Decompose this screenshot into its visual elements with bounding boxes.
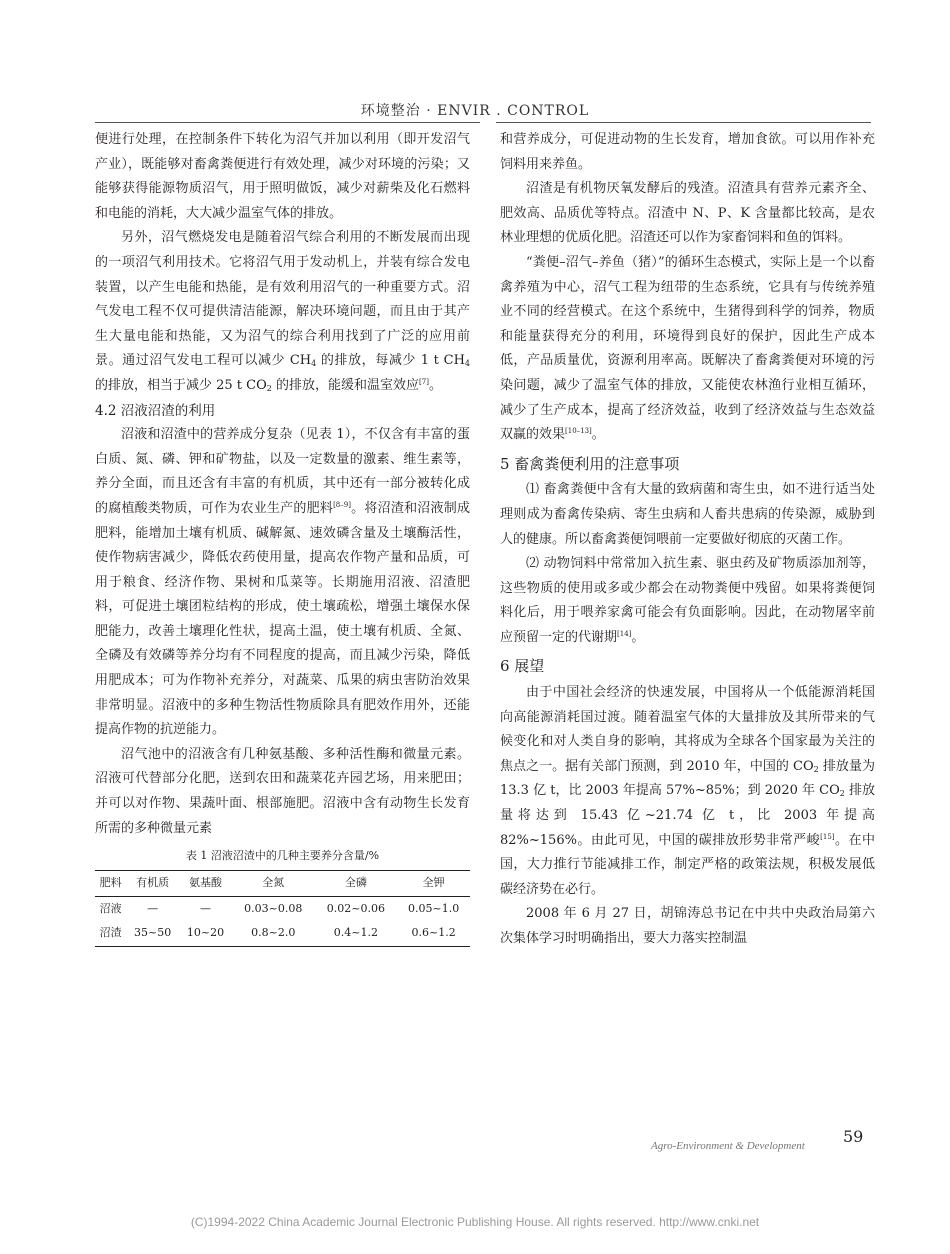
paragraph: 由于中国社会经济的快速发展，中国将从一个低能源消耗国向高能源消耗国过渡。随着温室气体的大量排放及其所带来的气候变化和对人类自身的影响，其将成为全球各个国家最为关注的焦点之一。据有关部门预测，到 2010 年，中国的 $CO_2$ 排放量为 13.3 亿 t，比 2003 年提高 57%~85%；到 2020 年 $CO_2$ 排放量将达到 15.43 亿~21.74 亿 t，比 2003 年提高 82%~156%。由此可见，中国的碳排放形势非常严峻[15]。在中国，大力推行节能减排工作，制定严格的政策法规，积极发展低碳经济势在必行。 <box>500 685 875 897</box>
table-cell: 10~20 <box>186 926 225 940</box>
paragraph: ⑴ 畜禽粪便中含有大量的致病菌和寄生虫，如不进行适当处理则成为畜禽传染病、寄生虫病和人畜共患病的传染源，威胁到人的健康。所以畜禽粪便饲喂前一定要做好彻底的灭菌工作。 <box>500 482 875 547</box>
running-header: 环境整治 · ENVIR . CONTROL <box>360 103 590 119</box>
table-cell: 35~50 <box>134 926 172 940</box>
citation-ref: [8–9] <box>333 500 351 509</box>
paragraph: 便进行处理，在控制条件下转化为沼气并加以利用（即开发沼气产业），既能够对畜禽粪便进行有效处理，减少对环境的污染；又能够获得能源物质沼气，用于照明做饭，减少对薪柴及化石燃料和电能的消耗，大大减少温室气体的排放。 <box>95 132 470 221</box>
table-cell: 0.4~1.2 <box>333 926 379 940</box>
table-cell: 0.05~1.0 <box>408 901 460 915</box>
citation-ref: [10–13] <box>565 427 592 436</box>
right-column <box>500 128 875 952</box>
table-header-cell: 氨基酸 <box>189 876 222 890</box>
paragraph: “粪便–沼气–养鱼（猪）”的循环生态模式，实际上是一个以畜禽养殖为中心，沼气工程为纽带的生态系统，它具有与传统养殖业不同的经营模式。在这个系统中，生猪得到科学的饲养，物质和能量获得充分的利用，环境得到良好的保护，因此生产成本低，产品质量优，资源利用率高。既解决了畜禽粪便对环境的污染问题，减少了温室气体的排放，又能使农林渔行业相互循环，减少了生产成本，提高了经济效益，收到了经济效益与生态效益双赢的效果[10–13]。 <box>500 254 875 443</box>
citation-ref: [15] <box>820 832 835 841</box>
paragraph: 沼渣是有机物厌氧发酵后的残渣。沼渣具有营养元素齐全、肥效高、品质优等特点。沼渣中 N、P、K 含量都比较高，是农林业理想的优质化肥。沼渣还可以作为家畜饲料和鱼的饵料。 <box>500 181 875 246</box>
table-header-cell: 全氮 <box>262 876 285 890</box>
table-caption: 表 1 沼液沼渣中的几种主要养分含量/% <box>185 849 380 863</box>
table-header-row <box>95 871 470 897</box>
section-heading-5: 5 畜禽粪便利用的注意事项 <box>500 454 680 473</box>
left-column <box>95 128 470 947</box>
table-cell: 0.03~0.08 <box>244 901 303 915</box>
citation-ref: [7] <box>419 377 429 386</box>
paragraph: 沼气池中的沼液含有几种氨基酸、多种活性酶和微量元素。沼液可代替部分化肥，送到农田和蔬菜花卉园艺场，用来肥田；并可以对作物、果蔬叶面、根部施肥。沼液中含有动物生长发育所需的多种微量元素 <box>95 746 470 836</box>
table-cell: 0.6~1.2 <box>411 926 456 940</box>
table-header-cell: 肥料 <box>99 876 122 890</box>
table-cell: 0.8~2.0 <box>251 926 296 940</box>
section-heading-6: 6 展望 <box>500 657 545 676</box>
paragraph: 另外，沼气燃烧发电是随着沼气综合利用的不断发展而出现的一项沼气利用技术。它将沼气用于发动机上，并装有综合发电装置，以产生电能和热能，是有效利用沼气的一种重要方式。沼气发电工程不仅可提供清洁能源，解决环境问题，而且由于其产生大量电能和热能，又为沼气的综合利用找到了广泛的应用前景。通过沼气发电工程可以减少 $CH_4$ 的排放，每减少 1 t $CH_4$ 的排放，相当于减少 25 t $CO_2$ 的排放，能缓和温室效应[7]。 <box>95 230 470 393</box>
header-rule-left <box>95 122 480 123</box>
table-header-cell: 全磷 <box>344 876 367 890</box>
table-header-cell: 有机质 <box>136 876 170 890</box>
table-cell: — <box>147 901 159 915</box>
section-heading-4-2: 4.2 沼液沼渣的利用 <box>95 402 216 419</box>
nutrient-table <box>95 870 470 947</box>
paragraph: 和营养成分，可促进动物的生长发育，增加食欲。可以用作补充饲料用来养鱼。 <box>500 132 875 172</box>
table-cell: 沼液 <box>99 901 122 915</box>
paragraph: 2008 年 6 月 27 日，胡锦涛总书记在中共中央政治局第六次集体学习时明确指出，要大力落实控制温 <box>500 906 875 946</box>
citation-ref: [14] <box>617 629 632 638</box>
header-rule-right <box>496 122 871 123</box>
table-row <box>95 896 470 921</box>
journal-name: Agro-Environment & Development <box>651 1140 805 1152</box>
paragraph: ⑵ 动物饲料中常常加入抗生素、驱虫药及矿物质添加剂等，这些物质的使用或多或少都会在动物粪便中残留。如果将粪便饲料化后，用于喂养家禽可能会有负面影响。因此，在动物屠宰前应预留一定的代谢期[14]。 <box>500 556 875 645</box>
paragraph: 沼液和沼渣中的营养成分复杂（见表 1），不仅含有丰富的蛋白质、氮、磷、钾和矿物盐，以及一定数量的激素、维生素等，养分全面，而且还含有丰富的有机质，其中还有一部分被转化成的腐植酸类物质，可作为农业生产的肥料[8–9]。将沼渣和沼液制成肥料，能增加土壤有机质、碱解氮、速效磷含量及土壤酶活性，使作物病害减少，降低农药使用量，提高农作物产量和品质，可用于粮食、经济作物、果树和瓜菜等。长期施用沼液、沼渣肥料，可促进土壤团粒结构的形成，使土壤疏松，增强土壤保水保肥能力，改善土壤理化性状，提高土温，使土壤有机质、全氮、全磷及有效磷等养分均有不同程度的提高，而且减少污染，降低用肥成本；可为作物补充养分，对蔬菜、瓜果的病虫害防治效果非常明显。沼液中的多种生物活性物质除具有肥效作用外，还能提高作物的抗逆能力。 <box>95 427 470 738</box>
table-cell: 沼渣 <box>99 926 122 940</box>
table-cell: — <box>200 901 211 915</box>
table-header-cell: 全钾 <box>422 876 445 890</box>
page-number: 59 <box>843 1127 864 1146</box>
table-cell: 0.02~0.06 <box>326 901 385 915</box>
copyright-notice: (C)1994-2022 China Academic Journal Electronic Publishing House. All rights reserved. http://www.cnki.net <box>190 1215 760 1229</box>
table-row <box>95 921 470 946</box>
